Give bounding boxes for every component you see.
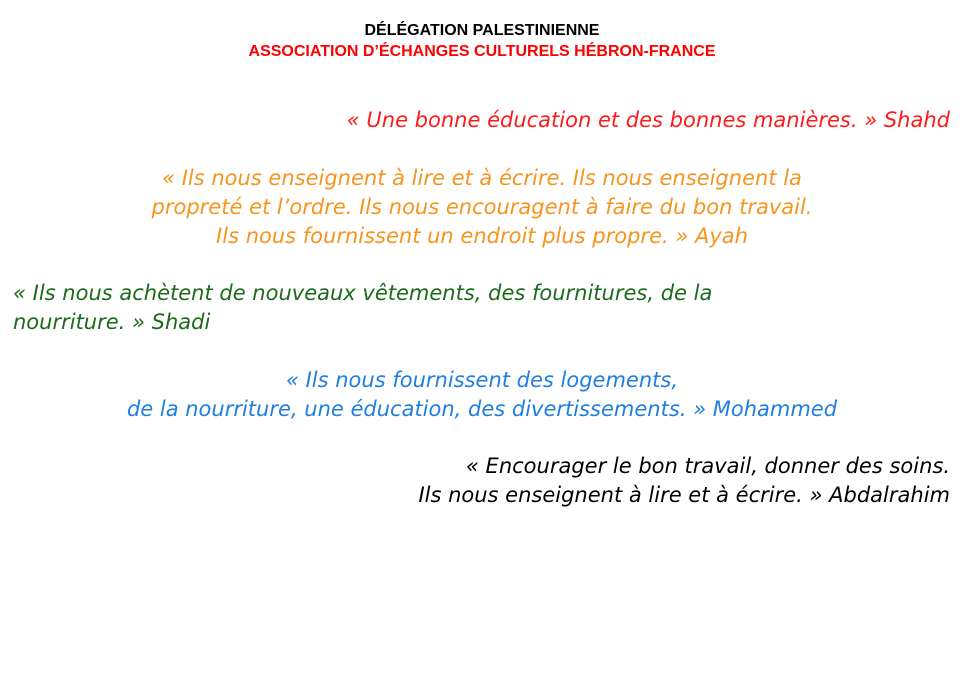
quote-line: « Ils nous enseignent à lire et à écrire. Ils nous enseignent la (162, 166, 802, 190)
quote-line: Ils nous enseignent à lire et à écrire. » Abdalrahim (418, 483, 950, 507)
quote-line: de la nourriture, une éducation, des divertissements. » Mohammed (126, 397, 838, 421)
quote-ayah (0, 164, 964, 251)
header-subtitle: ASSOCIATION D’ÉCHANGES CULTURELS HÉBRON-FRANCE (248, 43, 716, 60)
quote-mohammed (0, 366, 964, 424)
header-title: DÉLÉGATION PALESTINIENNE (364, 22, 600, 39)
quote-line: nourriture. » Shadi (13, 310, 211, 334)
quote-shadi (13, 279, 712, 337)
quote-abdalrahim (418, 452, 950, 510)
quote-line: Ils nous fournissent un endroit plus propre. » Ayah (216, 224, 748, 248)
quote-line: « Ils nous achètent de nouveaux vêtements, des fournitures, de la (13, 281, 713, 305)
page-header (0, 20, 964, 62)
quote-line: « Une bonne éducation et des bonnes manières. » Shahd (346, 108, 950, 132)
quote-line: « Ils nous fournissent des logements, (285, 368, 679, 392)
quote-shahd (347, 106, 950, 135)
quote-line: propreté et l’ordre. Ils nous encouragent à faire du bon travail. (151, 195, 813, 219)
quote-line: « Encourager le bon travail, donner des soins. (465, 454, 950, 478)
